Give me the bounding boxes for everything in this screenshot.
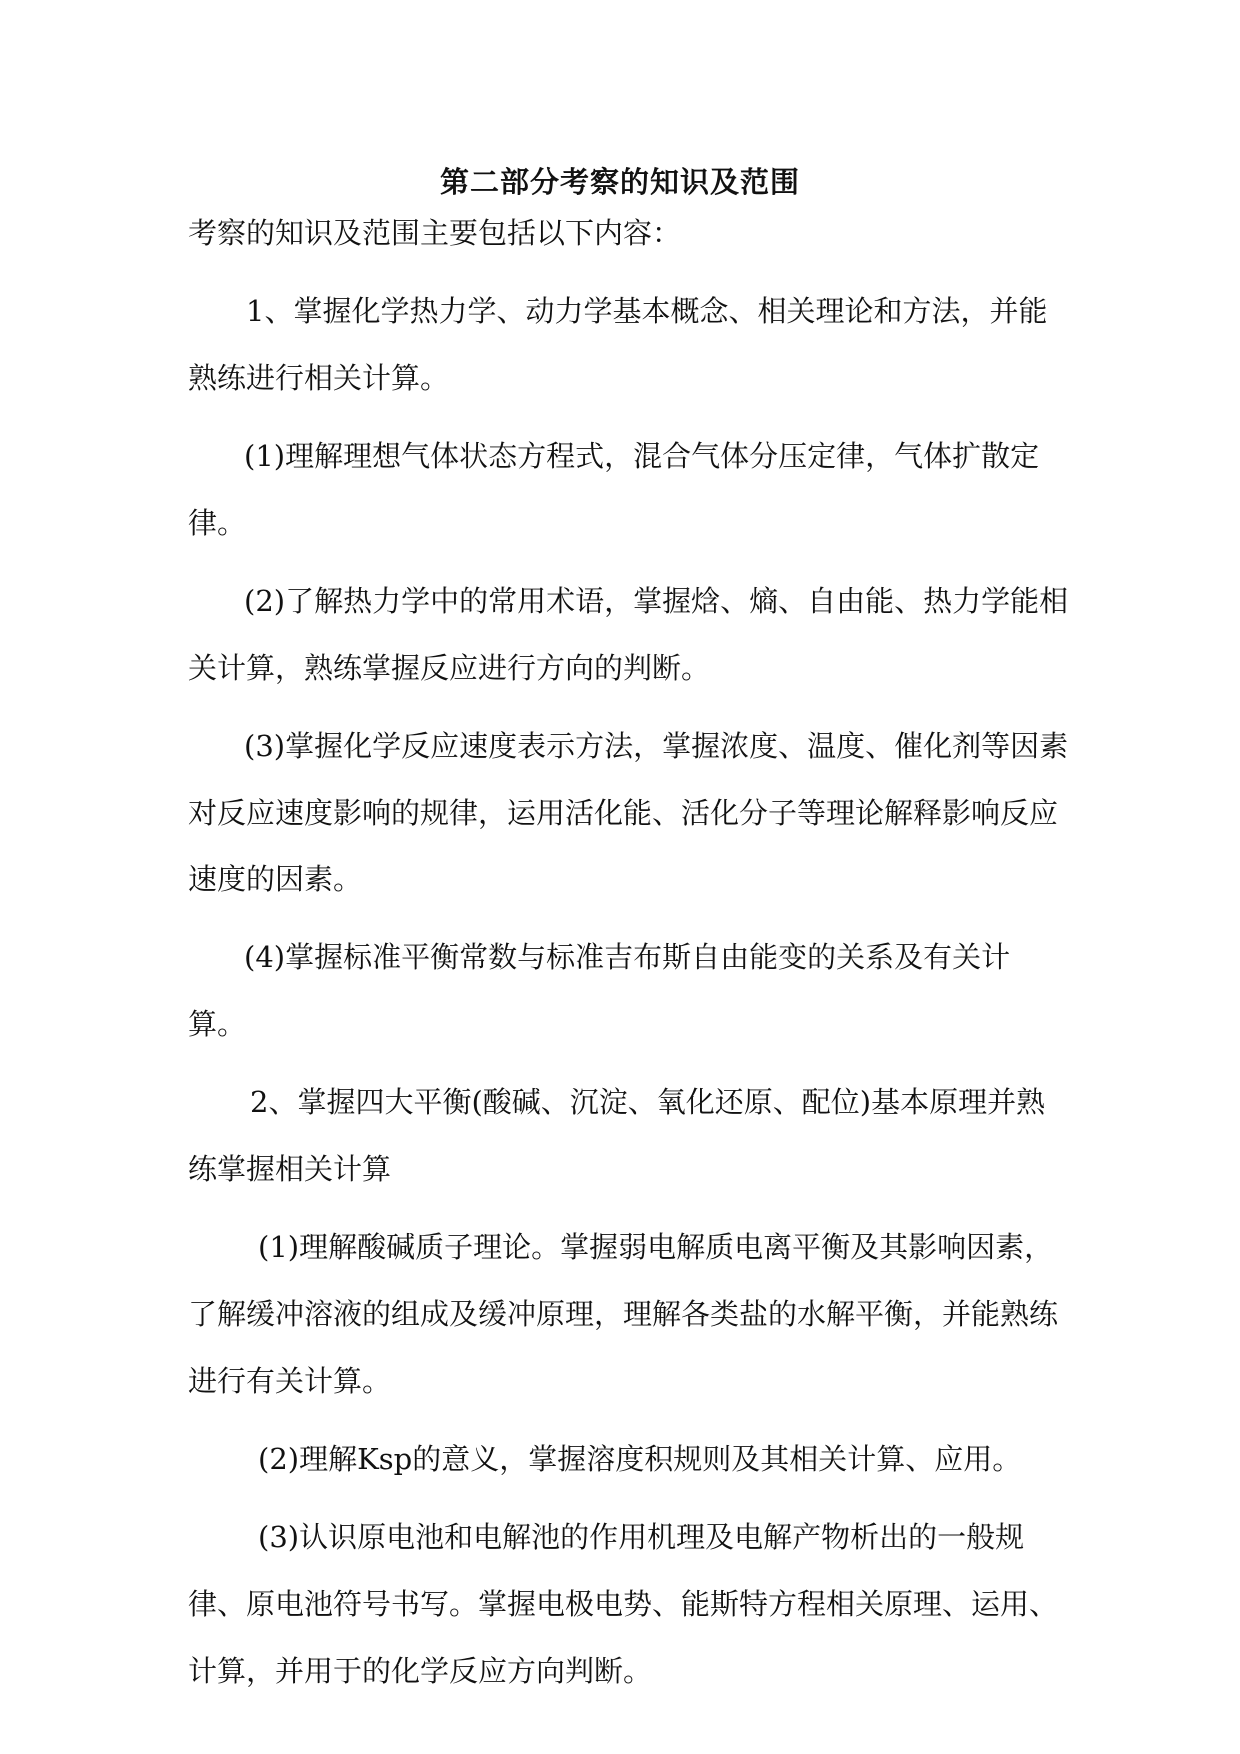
section2-heading-cont: 练掌握相关计算 (188, 1152, 392, 1186)
section2-item1-cont: 了解缓冲溶液的组成及缓冲原理，理解各类盐的水解平衡，并能熟练 (188, 1297, 1059, 1331)
section1-heading: 1、掌握化学热力学、动力学基本概念、相关理论和方法，并能 (246, 294, 1048, 328)
section1-item1: (1)理解理想气体状态方程式，混合气体分压定律，气体扩散定 (244, 439, 1040, 473)
section2-heading: 2、掌握四大平衡(酸碱、沉淀、氧化还原、配位)基本原理并熟 (250, 1085, 1046, 1119)
section1-item1-cont: 律。 (188, 506, 247, 540)
section1-item3: (3)掌握化学反应速度表示方法，掌握浓度、温度、催化剂等因素 (244, 729, 1069, 763)
section1-item4: (4)掌握标准平衡常数与标准吉布斯自由能变的关系及有关计 (244, 940, 1011, 974)
section2-item1-cont2: 进行有关计算。 (188, 1364, 392, 1398)
page-title: 第二部分考察的知识及范围 (439, 165, 800, 199)
section2-item3: (3)认识原电池和电解池的作用机理及电解产物析出的一般规 (258, 1520, 1025, 1554)
section2-item1: (1)理解酸碱质子理论。掌握弱电解质电离平衡及其影响因素， (258, 1230, 1054, 1264)
section2-item3-cont: 律、原电池符号书写。掌握电极电势、能斯特方程相关原理、运用、 (188, 1587, 1059, 1621)
section1-item4-cont: 算。 (188, 1007, 247, 1041)
section1-item2-cont: 关计算，熟练掌握反应进行方向的判断。 (188, 651, 711, 685)
section1-item2: (2)了解热力学中的常用术语，掌握焓、熵、自由能、热力学能相 (244, 584, 1069, 618)
section1-item3-cont2: 速度的因素。 (188, 862, 363, 896)
section2-item2: (2)理解Ksp的意义，掌握溶度积规则及其相关计算、应用。 (258, 1442, 1022, 1476)
section2-item3-cont2: 计算，并用于的化学反应方向判断。 (188, 1654, 653, 1688)
intro-text: 考察的知识及范围主要包括以下内容： (188, 216, 682, 250)
section1-heading-cont: 熟练进行相关计算。 (188, 361, 450, 395)
section1-item3-cont: 对反应速度影响的规律，运用活化能、活化分子等理论解释影响反应 (188, 796, 1059, 830)
